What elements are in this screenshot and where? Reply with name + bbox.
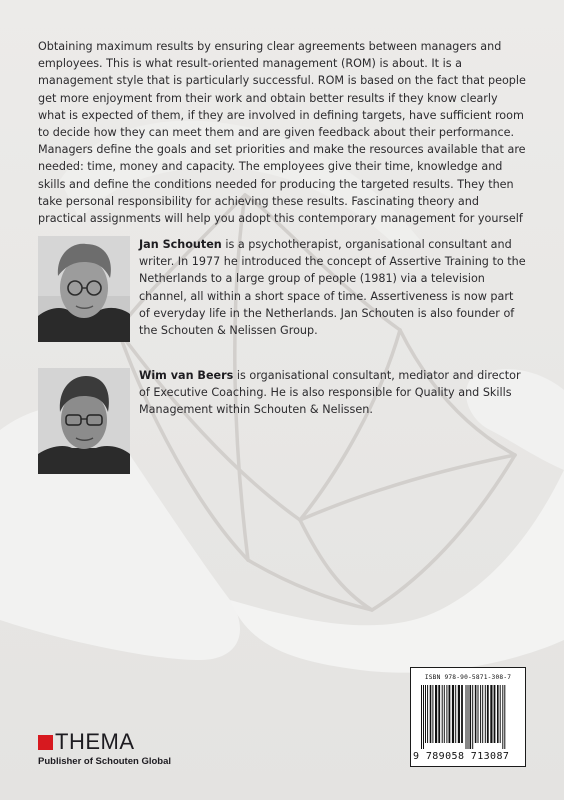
publisher-logo-text: THEMA bbox=[55, 729, 135, 754]
isbn-label: ISBN 978-90-5871-308-7 bbox=[424, 674, 512, 681]
isbn-barcode bbox=[410, 667, 526, 767]
cover-blurb: Obtaining maximum results by ensuring clear agreements between managers and employees. This is what result-oriented management (ROM) is about. It is a management style that is particularly successful. ROM is based on the fact that people get more enjoyment from their work and obtain better results if they know clearly what is expected of them, if they are involved in defining targets, have sufficient room to decide how they can meet them and are given feedback about their performance. Managers define the goals and set priorities and make the resources available that are needed: time, money and capacity. The employees give their time, knowledge and skills and define the conditions needed for producing the targeted results. They then take personal responsibility for achieving these results. Fascinating theory and practical assignments will help you adopt this contemporary management for yourself bbox=[38, 40, 526, 226]
author-bio-text: is a psychotherapist, organisational consultant and writer. In 1977 he introduced the concept of Assertive Training to the Netherlands to a large group of people (1981) via a television channel, all within a short space of time. Assertiveness is now part of everyday life in the Netherlands. Jan Schouten is also founder of the Schouten & Nelissen Group. bbox=[139, 238, 526, 338]
author-name: Wim van Beers bbox=[139, 369, 234, 382]
publisher-logo bbox=[38, 731, 171, 767]
author-photo-jan-schouten bbox=[38, 236, 130, 342]
publisher-tagline: Publisher of Schouten Global bbox=[38, 756, 172, 767]
author-photo-wim-van-beers bbox=[38, 368, 130, 474]
author-bio-jan-schouten bbox=[139, 236, 527, 339]
author-bio-wim-van-beers bbox=[139, 367, 527, 419]
author-bio-text: is organisational consultant, mediator and director of Executive Coaching. He is also responsible for Quality and Skills Management within Schouten & Nelissen. bbox=[139, 369, 521, 417]
author-name: Jan Schouten bbox=[139, 238, 222, 251]
barcode-digits: 9 789058 713087 bbox=[413, 751, 510, 762]
thema-red-square bbox=[38, 735, 53, 750]
barcode-bars bbox=[421, 685, 517, 749]
